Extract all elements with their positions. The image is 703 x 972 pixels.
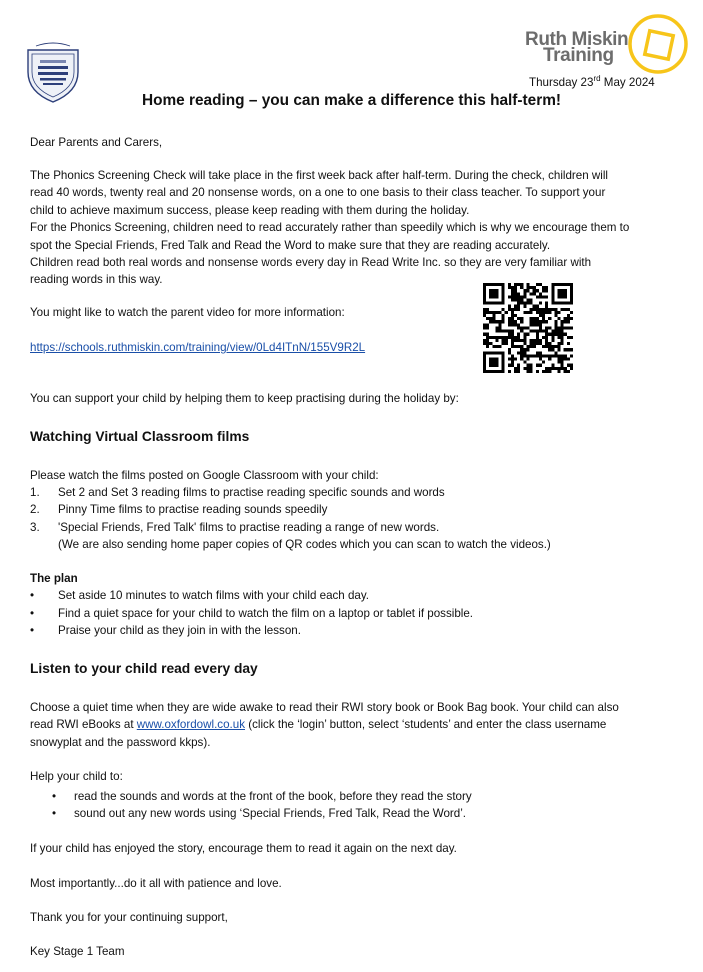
section-heading-read: Listen to your child read every day [30,661,258,676]
ruth-miskin-logo [525,13,690,73]
list-item: • Find a quiet space for your child to watch the film on a laptop or tablet if possible. [30,607,474,620]
important-text: Most importantly...do it all with patience and love. [30,877,282,890]
greeting: Dear Parents and Carers, [30,136,163,149]
oxfordowl-link[interactable]: www.oxfordowl.co.uk [136,718,246,732]
list-item: • Praise your child as they join in with the lesson. [30,624,301,637]
list-item: 2. Pinny Time films to practise reading sounds speedily [30,503,328,516]
help-text: Help your child to: [30,770,123,783]
brand-line2: Training [543,45,614,66]
qr-code-icon [483,283,573,373]
list-item: • read the sounds and words at the front of the book, before they read the story [52,790,472,803]
read-again-text: If your child has enjoyed the story, encourage them to read it again on the next day. [30,842,457,855]
page-title: Home reading – you can make a difference this half-term! [141,92,562,109]
brand-line1: Ruth Miskin [525,29,629,50]
section-heading-films: Watching Virtual Classroom films [30,429,250,444]
films-note: (We are also sending home paper copies of QR codes which you can scan to watch the videos.) [58,538,551,551]
video-text: You might like to watch the parent video for more information: [30,306,345,319]
list-item: • sound out any new words using ‘Special Friends, Fred Talk, Read the Word’. [52,807,467,820]
list-item: 1. Set 2 and Set 3 reading films to practise reading specific sounds and words [30,486,445,499]
support-text: You can support your child by helping them to keep practising during the holiday by: [30,392,459,405]
brand-mark-icon [627,13,689,75]
qr-code [483,283,573,373]
list-item: 3. 'Special Friends, Fred Talk' films to practise reading a range of new words. [30,521,440,534]
films-intro: Please watch the films posted on Google Classroom with your child: [30,469,379,482]
signoff-text: Key Stage 1 Team [30,945,125,958]
read-paragraph: Choose a quiet time when they are wide awake to read their RWI story book or Book Bag book. Your child can also read RWI eBooks at www.oxfordowl.co.uk (click the ‘login’ button, select ‘students’ and enter the class username snowyplat and the password kkps). [30,701,619,749]
video-link[interactable]: https://schools.ruthmiskin.com/training/view/0Ld4ITnN/155V9R2L [30,341,366,354]
letter-date: Thursday 23rd May 2024 [529,74,655,89]
thanks-text: Thank you for your continuing support, [30,911,228,924]
intro-paragraph: The Phonics Screening Check will take place in the first week back after half-term. During the check, children will read 40 words, twenty real and 20 nonsense words, on a one to one basis to their class teacher. To support your child to achieve maximum success, please keep reading with them during the holiday. For the Phonics Screening, children need to read accurately rather than speedily which is why we encourage them to spot the Special Friends, Fred Talk and Read the Word to make sure that they are reading accurately. Children read both real words and nonsense words every day in Read Write Inc. so they are very familiar with reading words in this way. [30,169,630,287]
plan-heading: The plan [30,572,78,585]
list-item: • Set aside 10 minutes to watch films with your child each day. [30,589,370,602]
